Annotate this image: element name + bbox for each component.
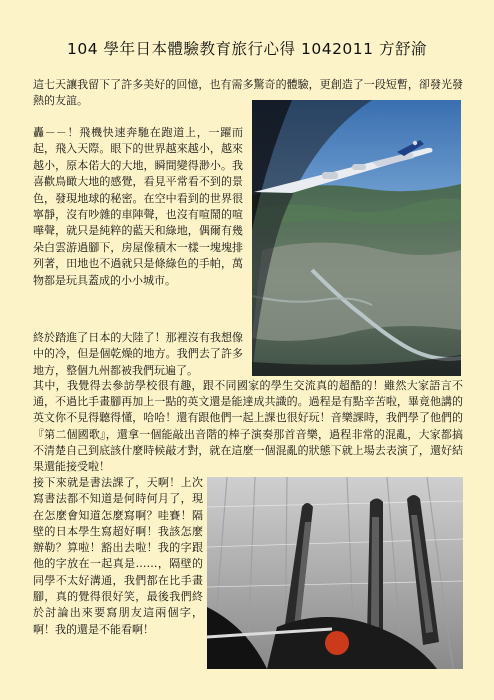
flight-paragraph: 轟－－！飛機快速奔馳在跑道上，一躍而起，飛入天際。眼下的世界越來越小，越來越小，原本偌大的大地，瞬間變得渺小。我喜歡鳥瞰大地的感覺，看見平常看不到的景色，發現地球的秘密。在空中看到的世界很寧靜，沒有吵雜的車陣聲，也沒有喧鬧的喧嘩聲，就只是純粹的藍天和綠地，偶爾有幾朵白雲游過腳下，房屋像積木一樣一塊塊排列著，田地也不過就只是條綠色的手帕，萬物都是玩具蓋成的小小城市。 bbox=[33, 126, 243, 287]
ski-photo bbox=[207, 477, 463, 669]
page-title: 104 學年日本體驗教育旅行心得 1042011 方舒渝 bbox=[67, 40, 427, 58]
school-visit-paragraph: 其中，我覺得去參訪學校很有趣，跟不同國家的學生交流真的超酷的！雖然大家語言不通，不過比手畫腳再加上一點的英文還是能達成共識的。過程是有點辛苦啦，畢竟他講的英文你不見得聽得懂，哈哈！還有跟他們一起上課也很好玩！音樂課時，我們學了他們的『第二個國歌』，還拿一個能敲出音階的棒子演奏那首音樂，過程非常的混亂，大家都搞不清楚自己到底該什麼時候敲才對，就在這麼一個混亂的狀態下就上場去表演了，還好結果還能接受啦！ bbox=[33, 379, 463, 474]
intro-paragraph: 這七天讓我留下了許多美好的回憶，也有需多驚奇的體驗，更創造了一段短暫，卻發光發熱的友誼。 bbox=[33, 78, 463, 108]
arrival-paragraph: 終於踏進了日本的大陸了！那裡沒有我想像中的冷，但是個乾燥的地方。我們去了許多地方，整個九州都被我們玩遍了。 bbox=[33, 331, 243, 377]
calligraphy-paragraph: 接下來就是書法課了，天啊！上次寫書法都不知道是何時何月了，現在怎麼會知道怎麼寫啊？哇賽！隔壁的日本學生寫超好啊！我該怎麼辦勒？算啦！豁出去啦！我的字跟他的字放在一起真是……，隔壁的同學不太好溝通，我們都在比手畫腳，真的覺得很好笑，最後我們終於討論出來要寫朋友這兩個字，啊！我的還是不能看啊！ bbox=[33, 476, 203, 636]
aerial-view-photo bbox=[252, 100, 461, 376]
